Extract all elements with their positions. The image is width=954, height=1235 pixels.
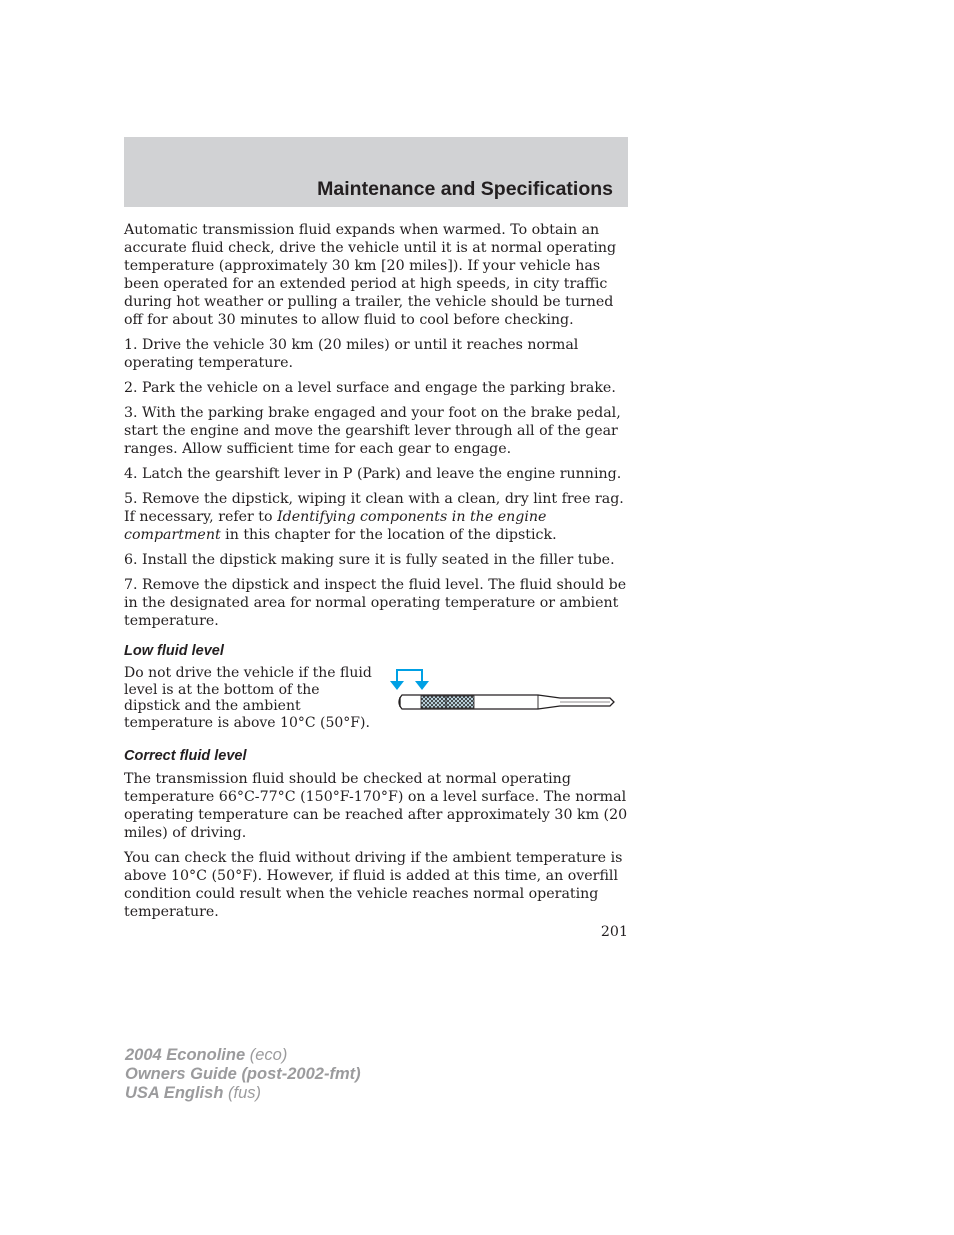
arrow-down-icon: [415, 681, 429, 690]
footer-line-3: [125, 1084, 361, 1103]
step-5-text-before: 5. Remove the dipstick, wiping it clean with a clean, dry lint free rag. If necessary, refer to: [124, 491, 624, 525]
footer-guide: Owners Guide (post-2002-fmt): [125, 1065, 361, 1083]
step-5-text-after: in this chapter for the location of the dipstick.: [220, 527, 557, 543]
main-content: [124, 221, 630, 928]
step-4: 4. Latch the gearshift lever in P (Park) and leave the engine running.: [124, 466, 622, 482]
footer-model-code: (eco): [249, 1046, 288, 1064]
footer-model: 2004 Econoline: [125, 1046, 246, 1064]
step-5-reference: Identifying components in the engine compartment: [124, 509, 547, 543]
page-number: 201: [600, 924, 628, 940]
step-2: 2. Park the vehicle on a level surface and engage the parking brake.: [124, 380, 616, 396]
correct-fluid-paragraph-2: You can check the fluid without driving if the ambient temperature is above 10°C (50°F). However, if fluid is added at this time, an overfill condition could result when the vehicle reaches normal operating temperature.: [124, 850, 623, 920]
correct-fluid-paragraph-1: The transmission fluid should be checked at normal operating temperature 66°C-77°C (150°F-170°F) on a level surface. The normal operating temperature can be reached after approximately 30 km (20 miles) of driving.: [124, 771, 628, 841]
section-title: Maintenance and Specifications: [317, 178, 613, 200]
section-header-band: [124, 137, 628, 207]
document-footer: [125, 1046, 361, 1103]
step-3: 3. With the parking brake engaged and your foot on the brake pedal, start the engine and move the gearshift lever through all of the gear ranges. Allow sufficient time for each gear to engage.: [124, 405, 621, 457]
low-fluid-text: Do not drive the vehicle if the fluid level is at the bottom of the dipstick and the ambient temperature is above 10°C (50°F).: [124, 665, 372, 731]
footer-line-2: [125, 1065, 361, 1084]
dipstick-illustration: [388, 657, 618, 717]
footer-line-1: [125, 1046, 361, 1065]
step-5: [124, 490, 630, 544]
correct-fluid-heading: Correct fluid level: [124, 748, 247, 764]
step-1: 1. Drive the vehicle 30 km (20 miles) or until it reaches normal operating temperature.: [124, 337, 579, 371]
low-fluid-heading: Low fluid level: [124, 643, 224, 659]
footer-language: USA English: [125, 1084, 224, 1102]
arrow-down-icon: [390, 681, 404, 690]
step-7: 7. Remove the dipstick and inspect the fluid level. The fluid should be in the designated area for normal operating temperature or ambient temperature.: [124, 577, 627, 629]
step-6: 6. Install the dipstick making sure it is fully seated in the filler tube.: [124, 552, 615, 568]
dipstick-fluid-zone: [421, 696, 474, 708]
intro-paragraph: Automatic transmission fluid expands when warmed. To obtain an accurate fluid check, drive the vehicle until it is at normal operating temperature (approximately 30 km [20 miles]). If your vehicle has been operated for an extended period at high speeds, in city traffic during hot weather or pulling a trailer, the vehicle should be turned off for about 30 minutes to allow fluid to cool before checking.: [124, 222, 617, 328]
footer-language-code: (fus): [228, 1084, 261, 1102]
low-fluid-section: [124, 665, 630, 735]
level-bracket: [390, 670, 429, 690]
